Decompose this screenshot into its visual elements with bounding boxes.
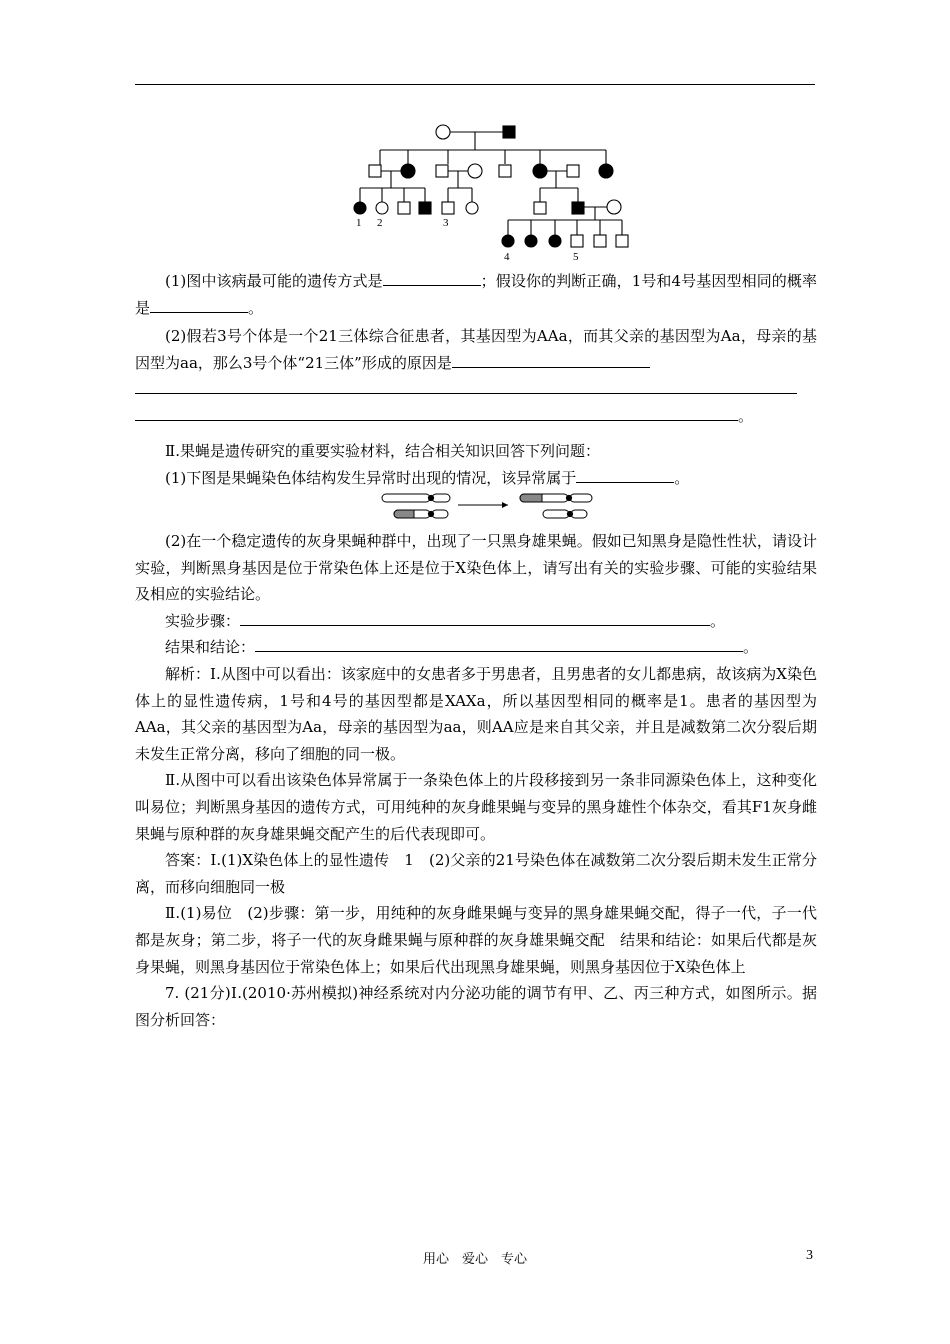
- pedigree-label: 4: [504, 251, 510, 263]
- q1-blank-line: [135, 376, 817, 403]
- answer-2: Ⅱ.(1)易位 (2)步骤：第一步，用纯种的灰身雌果蝇与变异的黑身雄果蝇交配，得子一代，子一代都是灰身；第二步，将子一代的灰身雌果蝇与原种群的灰身雄果蝇交配 结果和结论：如果后代都是灰身果蝇，则黑身基因位于常染色体上；如果后代出现黑身雄果蝇，则黑身基因位于X染色体上: [135, 904, 817, 976]
- pedigree-label: 5: [573, 251, 579, 263]
- q1-part1: (1)图中该病最可能的遗传方式是 ；假设你的判断正确，1号和4号基因型相同的概率是 。: [135, 272, 817, 317]
- male-unaffected: [442, 202, 454, 214]
- male-unaffected: [436, 165, 448, 177]
- page-number: 3: [806, 1248, 813, 1263]
- female-unaffected: [376, 202, 388, 214]
- male-unaffected: [567, 165, 579, 177]
- footer-motto: 用心 爱心 专心: [422, 1252, 527, 1267]
- q1-blank-line-end: 。: [135, 403, 817, 430]
- female-affected: [525, 235, 537, 247]
- female-unaffected: [466, 202, 478, 214]
- q1-block: [135, 268, 817, 430]
- header-rule: [135, 84, 815, 85]
- q2-intro: Ⅱ.果蝇是遗传研究的重要实验材料，结合相关知识回答下列问题：: [165, 442, 600, 460]
- pedigree-label: 3: [443, 217, 449, 229]
- q7-text: 7. (21分)Ⅰ.(2010·苏州模拟)神经系统对内分泌功能的调节有甲、乙、丙三种方式，如图所示。据图分析回答：: [135, 984, 817, 1029]
- female-affected: [401, 164, 415, 178]
- male-affected: [572, 202, 584, 214]
- female-unaffected: [468, 164, 482, 178]
- male-unaffected: [571, 235, 583, 247]
- q2-part1: (1)下图是果蝇染色体结构发生异常时出现的情况，该异常属于 。: [165, 468, 690, 487]
- male-affected: [503, 126, 515, 138]
- analysis-2: Ⅱ.从图中可以看出该染色体异常属于一条染色体上的片段移接到另一条非同源染色体上，这种变化叫易位；判断黑身基因的遗传方式，可用纯种的灰身雌果蝇与变异的黑身雄性个体杂交，看其F1灰身雌果蝇与原种群的灰身雄果蝇交配产生的后代表现即可。: [135, 771, 817, 843]
- analysis-1: 解析：Ⅰ.从图中可以看出：该家庭中的女患者多于男患者，且男患者的女儿都患病，故该病为X染色体上的显性遗传病，1号和4号的基因型都是XAXa，所以基因型相同的概率是1。患者的基因型为AAa，其父亲的基因型为Aa，母亲的基因型为aa，则AA应是来自其父亲，并且是减数第二次分裂后期未发生正常分离，移向了细胞的同一极。: [135, 664, 817, 763]
- male-unaffected: [369, 165, 381, 177]
- q2-block: [135, 438, 817, 491]
- q2-result: 结果和结论： 。: [165, 638, 759, 657]
- q2-block-2: [135, 528, 817, 1033]
- q2-part2: (2)在一个稳定遗传的灰身果蝇种群中，出现了一只黑身雄果蝇。假如已知黑身是隐性性状，请设计实验，判断黑身基因是位于常染色体上还是位于X染色体上，请写出有关的实验步骤、可能的实验结果及相应的实验结论。: [135, 532, 817, 604]
- q2-steps: 实验步骤： 。: [165, 611, 726, 630]
- chromosome-translocation-diagram: [380, 493, 600, 523]
- female-unaffected: [436, 125, 450, 139]
- female-affected: [549, 235, 561, 247]
- male-affected: [419, 202, 431, 214]
- male-unaffected: [534, 202, 546, 214]
- pedigree-chart: [350, 118, 650, 266]
- female-affected: [354, 202, 366, 214]
- male-unaffected: [616, 235, 628, 247]
- answer-1: 答案：Ⅰ.(1)X染色体上的显性遗传 1 (2)父亲的21号染色体在减数第二次分裂后期未发生正常分离，而移向细胞同一极: [135, 851, 817, 896]
- female-unaffected: [607, 200, 621, 214]
- pedigree-label: 2: [377, 217, 383, 229]
- female-affected: [599, 164, 613, 178]
- female-affected: [533, 164, 547, 178]
- q1-part2: (2)假若3号个体是一个21三体综合征患者，其基因型为AAa，而其父亲的基因型为Aa，母亲的基因型为aa，那么3号个体“21三体”形成的原因是: [135, 327, 817, 372]
- pedigree-label: 1: [356, 217, 362, 229]
- female-affected: [502, 235, 514, 247]
- male-unaffected: [398, 202, 410, 214]
- male-unaffected: [499, 165, 511, 177]
- male-unaffected: [594, 235, 606, 247]
